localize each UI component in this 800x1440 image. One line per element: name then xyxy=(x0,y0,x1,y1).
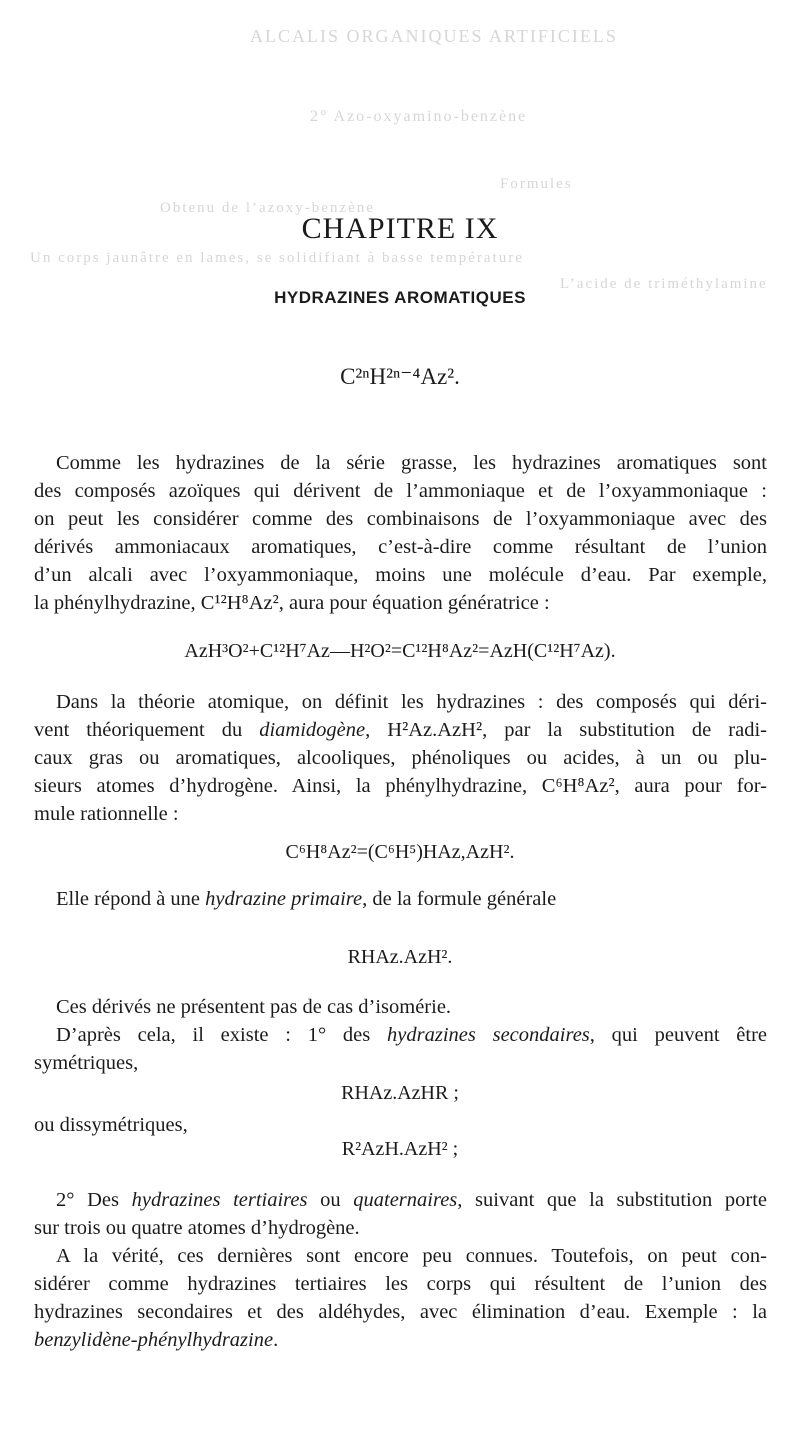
text-run: Elle répond à une xyxy=(56,888,206,910)
bleed-through-line: L’acide de triméthylamine xyxy=(560,276,768,292)
text-run: 2° Des xyxy=(56,1189,132,1211)
text-line: sur trois ou quatre atomes d’hydrogène. xyxy=(34,1217,360,1239)
text-line: on peut les considérer comme des combinaisons de l’oxyammoniaque avec des xyxy=(34,508,767,530)
bleed-through-line: Un corps jaunâtre en lames, se solidifiant à basse température xyxy=(30,250,524,266)
equation-dissymmetric: R²AzH.AzH² ; xyxy=(341,1138,459,1160)
text-run: . xyxy=(273,1329,279,1351)
text-line xyxy=(34,885,767,913)
paragraph-atomic-theory xyxy=(34,688,767,828)
emphasis-term: quaternaires xyxy=(353,1189,458,1211)
paragraph-tertiary xyxy=(34,1186,767,1354)
section-title: HYDRAZINES AROMATIQUES xyxy=(274,288,526,307)
equation-phenylhydrazine: AzH³O²+C¹²H⁷Az—H²O²=C¹²H⁸Az²=AzH(C¹²H⁷Az). xyxy=(184,640,616,662)
emphasis-term: hydrazine primaire xyxy=(205,888,363,910)
text-run: , H²Az.AzH², par la substitution de radi- xyxy=(365,719,767,741)
text-line xyxy=(34,1186,767,1214)
text-run: ou xyxy=(307,1189,354,1211)
text-line: la phénylhydrazine, C¹²H⁸Az², aura pour équation génératrice : xyxy=(34,592,550,614)
general-formula: C²ⁿH²ⁿ⁻⁴Az². xyxy=(340,364,460,389)
text-line xyxy=(34,716,767,744)
text-line: symétriques, xyxy=(34,1052,139,1074)
equation-symmetric: RHAz.AzHR ; xyxy=(341,1082,459,1104)
text-line: hydrazines secondaires et des aldéhydes, avec élimination d’eau. Exemple : la xyxy=(34,1301,767,1323)
emphasis-term: benzylidène-phénylhydrazine xyxy=(34,1329,274,1351)
text-line: Dans la théorie atomique, on définit les hydrazines : des composés qui déri- xyxy=(56,691,767,713)
text-line: ou dissymétriques, xyxy=(34,1114,188,1136)
text-line: mule rationnelle : xyxy=(34,803,179,825)
text-line: Comme les hydrazines de la série grasse, les hydrazines aromatiques sont xyxy=(56,452,767,474)
emphasis-term: hydrazines secondaires xyxy=(387,1024,590,1046)
emphasis-term: hydrazines tertiaires xyxy=(131,1189,308,1211)
paragraph-dissymmetric xyxy=(34,1111,767,1139)
equation-rational-formula: C⁶H⁸Az²=(C⁶H⁵)HAz,AzH². xyxy=(285,841,515,863)
text-line: caux gras ou aromatiques, alcooliques, phénoliques ou acides, à un ou plu- xyxy=(34,747,767,769)
text-line xyxy=(34,1021,767,1049)
chapter-title: CHAPITRE IX xyxy=(301,212,499,245)
paragraph-primary xyxy=(34,885,767,913)
text-line: sidérer comme hydrazines tertiaires les corps qui résultent de l’union des xyxy=(34,1273,767,1295)
text-run: , de la formule générale xyxy=(362,888,557,910)
bleed-through-header: ALCALIS ORGANIQUES ARTIFICIELS xyxy=(250,26,618,46)
text-run: , suivant que la substitution porte xyxy=(457,1189,768,1211)
text-line: des composés azoïques qui dérivent de l’ammoniaque et de l’oxyammoniaque : xyxy=(34,480,767,502)
text-line: d’un alcali avec l’oxyammoniaque, moins une molécule d’eau. Par exemple, xyxy=(34,564,767,586)
equation-primary: RHAz.AzH². xyxy=(347,946,453,968)
paragraph-secondary xyxy=(34,993,767,1077)
text-line: dérivés ammoniacaux aromatiques, c’est-à-dire comme résultant de l’union xyxy=(34,536,767,558)
paragraph-intro xyxy=(34,449,767,617)
text-line: A la vérité, ces dernières sont encore peu connues. Toutefois, on peut con- xyxy=(56,1245,767,1267)
text-line: Ces dérivés ne présentent pas de cas d’isomérie. xyxy=(56,996,452,1018)
text-run: , qui peuvent être xyxy=(589,1024,767,1046)
text-run: vent théoriquement du xyxy=(34,719,260,741)
text-line: sieurs atomes d’hydrogène. Ainsi, la phénylhydrazine, C⁶H⁸Az², aura pour for- xyxy=(34,775,767,797)
bleed-through-line: Formules xyxy=(500,176,573,192)
emphasis-term: diamidogène xyxy=(259,719,366,741)
bleed-through-line: 2° Azo-oxyamino-benzène xyxy=(310,108,528,125)
bleed-through-line: Obtenu de l’azoxy-benzène xyxy=(160,200,375,216)
text-line xyxy=(34,1326,767,1354)
text-run: D’après cela, il existe : 1° des xyxy=(56,1024,388,1046)
